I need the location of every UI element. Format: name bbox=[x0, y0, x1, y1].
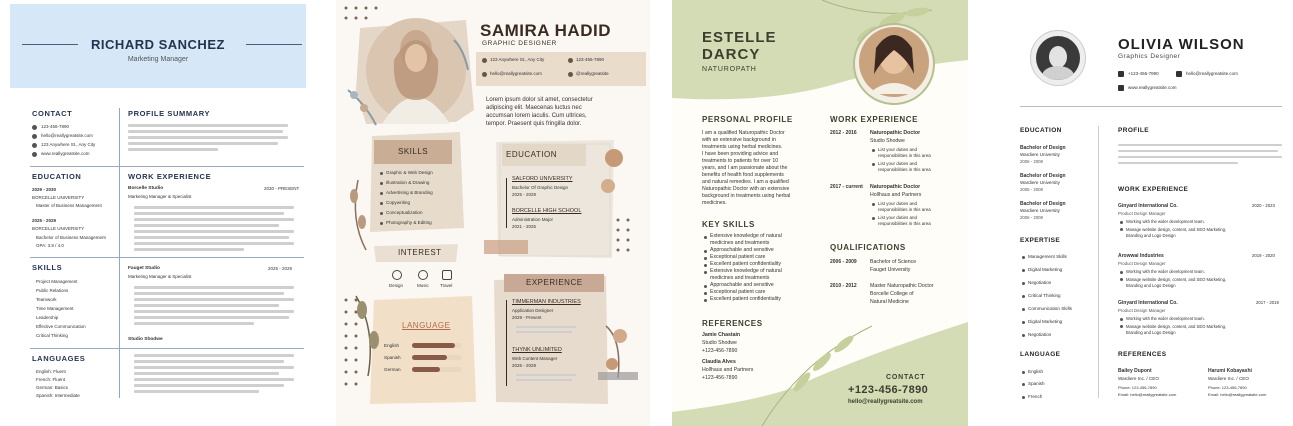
contact-email: hello@reallygreatsite.com bbox=[490, 71, 542, 76]
reference-name: Bailey Dupont bbox=[1118, 368, 1152, 374]
phone-icon bbox=[568, 58, 573, 63]
expertise-item: Management Skills bbox=[1028, 254, 1067, 259]
about-line: tempor. Praesent quis fringilla dolor. bbox=[486, 121, 582, 127]
text-line bbox=[134, 292, 284, 295]
contact-website: www.reallygreatsite.com bbox=[41, 151, 90, 156]
language-bar-track bbox=[412, 367, 462, 372]
phone-icon bbox=[32, 125, 37, 130]
contact-email: hello@reallygreatsite.com bbox=[41, 133, 93, 138]
bullet bbox=[1022, 321, 1025, 324]
job-bullet: Working with the wider development team. bbox=[1126, 316, 1205, 321]
bullet bbox=[704, 271, 707, 274]
text-line bbox=[134, 310, 294, 313]
language-item: English: Fluent bbox=[36, 369, 66, 374]
skill-item: Extensive knowledge of natural bbox=[710, 268, 782, 274]
section-heading-references: REFERENCES bbox=[702, 319, 763, 328]
language-item: German: Basics bbox=[36, 385, 69, 390]
bullet bbox=[704, 257, 707, 260]
skill-item: Exceptional patient care bbox=[710, 254, 766, 260]
bullet bbox=[704, 292, 707, 295]
skill-item: Advertising & Branding bbox=[386, 190, 433, 195]
skill-item: Illustration & Drawing bbox=[386, 180, 430, 185]
job-duty: List your duties and responsibilities in this area bbox=[878, 215, 931, 227]
globe-icon bbox=[1118, 85, 1124, 91]
phone-icon bbox=[1118, 71, 1124, 77]
reference-phone: +123-456-7890 bbox=[702, 375, 738, 381]
skill-item: Critical Thinking bbox=[36, 333, 68, 338]
job-company: Studio Shodwe bbox=[128, 337, 163, 342]
job-company: TIMMERMAN INDUSTRIES bbox=[512, 299, 581, 305]
text-line bbox=[134, 248, 244, 251]
text-line bbox=[134, 372, 279, 375]
bullet bbox=[1022, 282, 1025, 285]
skill-item: Effective Communication bbox=[36, 324, 86, 329]
resume-name-first: ESTELLE bbox=[702, 29, 777, 46]
profile-line: years, and I am passionate about the bbox=[702, 165, 788, 171]
expertise-item: Communication Skills bbox=[1028, 306, 1072, 311]
email-icon bbox=[32, 134, 37, 139]
avatar bbox=[1036, 36, 1080, 80]
skill-item: medicines and treatments bbox=[710, 275, 770, 281]
language-label: German bbox=[384, 367, 401, 372]
reference-name: Harumi Kobayashi bbox=[1208, 368, 1252, 374]
bullet bbox=[1120, 325, 1123, 328]
skill-item: Exceptional patient care bbox=[710, 289, 766, 295]
bullet bbox=[872, 149, 875, 152]
skill-item: Excellent patient confidentiality bbox=[710, 296, 781, 302]
text-line bbox=[134, 218, 294, 221]
bullet bbox=[1120, 278, 1123, 281]
language-label: English bbox=[384, 343, 400, 348]
bullet bbox=[1120, 271, 1123, 274]
text-line bbox=[128, 136, 288, 139]
edu-school: Wardiere University bbox=[1020, 208, 1060, 213]
reference-company: Studio Shodwe bbox=[702, 340, 737, 346]
section-heading-references: REFERENCES bbox=[1118, 351, 1167, 358]
bullet bbox=[1022, 396, 1025, 399]
section-heading-language: LANGUAGE bbox=[402, 321, 451, 330]
section-heading-contact: CONTACT bbox=[886, 374, 926, 381]
bullet bbox=[872, 203, 875, 206]
bullet bbox=[704, 299, 707, 302]
bullet bbox=[380, 202, 383, 205]
text-line bbox=[134, 360, 284, 363]
job-years: 2025 - 2029 bbox=[268, 266, 293, 271]
section-heading-profile: PERSONAL PROFILE bbox=[702, 115, 793, 124]
section-heading-skills: SKILLS bbox=[398, 147, 429, 156]
text-line bbox=[134, 322, 254, 325]
job-years: 2030 - PRESENT bbox=[264, 186, 300, 191]
job-role: Application Designer bbox=[512, 308, 554, 313]
reference-company: Hollhaus and Partners bbox=[702, 367, 754, 373]
resume-richard-sanchez[interactable] bbox=[10, 0, 306, 426]
skill-item: Teamwork bbox=[36, 297, 57, 302]
email-icon bbox=[482, 72, 487, 77]
location-icon bbox=[482, 58, 487, 63]
timeline-line bbox=[506, 300, 507, 386]
interest-item: Design bbox=[389, 283, 404, 288]
bullet bbox=[1022, 256, 1025, 259]
edu-degree: Bachelor of Design bbox=[1020, 173, 1066, 179]
language-bar-track bbox=[412, 355, 462, 360]
job-years: 2029 - Present bbox=[512, 315, 542, 320]
language-item: Spanish: Intermediate bbox=[36, 393, 80, 398]
job-bullet: Manage website design, content, and SEO Marketing, Branding and Logo Design bbox=[1126, 324, 1227, 335]
skill-item: Approachable and sensitive bbox=[710, 282, 774, 288]
job-duty: List your duties and responsibilities in this area bbox=[878, 161, 931, 173]
edu-years: 2006 - 2008 bbox=[1020, 215, 1043, 220]
text-line bbox=[134, 224, 279, 227]
column-divider bbox=[119, 108, 120, 398]
job-bullet: Working with the wider development team. bbox=[1126, 269, 1205, 274]
section-heading-work: WORK EXPERIENCE bbox=[830, 115, 919, 124]
bullet bbox=[380, 222, 383, 225]
reference-name: Claudia Alves bbox=[702, 359, 736, 365]
profile-line: treatments to patients for over 10 bbox=[702, 158, 779, 164]
expertise-item: Digital Marketing bbox=[1028, 267, 1063, 272]
job-duty: List your duties and responsibilities in this area bbox=[878, 147, 931, 159]
edu-years: 2029 - 2030 bbox=[32, 187, 57, 192]
edu-school: Wardiere University bbox=[1020, 180, 1060, 185]
section-heading-education: EDUCATION bbox=[506, 150, 558, 159]
job-role: Naturopathic Doctor bbox=[870, 184, 921, 190]
edu-degree: Bachelor Of Graphic Design bbox=[512, 185, 569, 190]
bullet bbox=[380, 192, 383, 195]
profile-line: medicines. bbox=[702, 200, 727, 206]
expertise-item: Negotiation bbox=[1028, 332, 1052, 337]
skill-item: Time Management bbox=[36, 306, 74, 311]
bullet bbox=[872, 163, 875, 166]
skill-item: Public Relations bbox=[36, 288, 69, 293]
bullet bbox=[380, 182, 383, 185]
section-heading-skills: SKILLS bbox=[32, 263, 63, 272]
globe-icon bbox=[32, 152, 37, 157]
job-company: Ginyard International Co. bbox=[1118, 203, 1178, 209]
profile-line: background in treatments using herbal bbox=[702, 193, 791, 199]
edu-years: 2006 - 2008 bbox=[1020, 187, 1043, 192]
text-line bbox=[516, 374, 576, 376]
bullet bbox=[872, 217, 875, 220]
contact-social: @reallygreatsite bbox=[576, 71, 609, 76]
edu-years: 2021 - 2025 bbox=[512, 224, 537, 229]
job-years: 2026 - 2029 bbox=[512, 363, 537, 368]
expertise-item: Critical Thinking bbox=[1028, 293, 1061, 298]
resume-name-last: DARCY bbox=[702, 46, 761, 63]
text-line bbox=[1118, 150, 1278, 152]
edu-years: 2025 - 2029 bbox=[512, 192, 537, 197]
text-line bbox=[134, 354, 294, 357]
profile-line: I am a qualified Naturopathic Doctor bbox=[702, 130, 785, 136]
job-role: Product Design Manager bbox=[1118, 308, 1166, 313]
resume-name: OLIVIA WILSON bbox=[1118, 36, 1245, 53]
profile-line: Naturopathic Doctor with an extensive bbox=[702, 186, 790, 192]
profile-line: I have been providing advice and bbox=[702, 151, 779, 157]
text-line bbox=[134, 316, 289, 319]
job-years: 2019 - 2020 bbox=[1252, 253, 1275, 258]
headphones-icon bbox=[418, 270, 428, 280]
language-bar-fill bbox=[412, 367, 440, 372]
job-company: Studio Shodwe bbox=[870, 138, 905, 144]
text-line bbox=[128, 148, 218, 151]
job-company: Borcelle Studio bbox=[128, 186, 164, 191]
job-role: Web Content Manager bbox=[512, 356, 558, 361]
text-line bbox=[134, 286, 294, 289]
section-heading-work: WORK EXPERIENCE bbox=[128, 172, 212, 181]
section-heading-work: WORK EXPERIENCE bbox=[1118, 186, 1189, 193]
section-heading-interest: INTEREST bbox=[398, 248, 442, 257]
skill-item: Graphic & Web Design bbox=[386, 170, 433, 175]
bullet bbox=[1120, 221, 1123, 224]
language-item: Spanish bbox=[1028, 381, 1045, 386]
email-icon bbox=[1176, 71, 1182, 77]
language-item: French: Fluent bbox=[36, 377, 66, 382]
edu-school: BORCELLE UNIVERSITY bbox=[32, 195, 85, 200]
skill-item: Copywriting bbox=[386, 200, 410, 205]
text-line bbox=[134, 212, 284, 215]
text-line bbox=[1118, 144, 1282, 146]
contact-phone: +123-456-7890 bbox=[848, 384, 929, 396]
reference-phone: Phone: 123-456-7890 bbox=[1208, 385, 1247, 390]
resume-title: GRAPHIC DESIGNER bbox=[482, 40, 557, 47]
section-heading-education: EDUCATION bbox=[1020, 127, 1062, 134]
section-heading-skills: KEY SKILLS bbox=[702, 220, 755, 229]
job-bullet: Manage website design, content, and SEO Marketing, Branding and Logo Design bbox=[1126, 277, 1227, 288]
divider bbox=[30, 348, 304, 349]
contact-phone: 123-456-7890 bbox=[41, 124, 70, 129]
column-divider bbox=[1098, 126, 1099, 398]
instagram-icon bbox=[568, 72, 573, 77]
edu-school: BORCELLE UNIVERSITY bbox=[32, 226, 85, 231]
text-line bbox=[134, 378, 294, 381]
bullet bbox=[1120, 318, 1123, 321]
resume-name: RICHARD SANCHEZ bbox=[91, 37, 225, 52]
skill-item: Leadership bbox=[36, 315, 59, 320]
language-item: French bbox=[1028, 394, 1043, 399]
palette-icon bbox=[392, 270, 402, 280]
text-line bbox=[134, 384, 284, 387]
bullet bbox=[704, 250, 707, 253]
contact-address: 123 Anywhere St., Any City bbox=[490, 57, 545, 62]
contact-website: www.reallygreatsite.com bbox=[1128, 85, 1177, 90]
job-company: Hollhaus and Partners bbox=[870, 192, 922, 198]
profile-line: benefits of health food supplements bbox=[702, 172, 784, 178]
edu-degree: Administration Major bbox=[512, 217, 554, 222]
edu-degree: Master of Business Management bbox=[36, 203, 102, 208]
divider bbox=[30, 257, 304, 258]
section-heading-language: LANGUAGE bbox=[1020, 351, 1061, 358]
text-line bbox=[128, 124, 288, 127]
language-bar-fill bbox=[412, 343, 455, 348]
edu-school: SALFORD UNIVERSITY bbox=[512, 176, 573, 182]
job-role: Product Design Manager bbox=[1118, 211, 1166, 216]
job-years: 2017 - 2019 bbox=[1256, 300, 1279, 305]
edu-gpa: GPA: 3.8 / 4.0 bbox=[36, 243, 64, 248]
expertise-item: Negotiation bbox=[1028, 280, 1052, 285]
about-line: accumsan lorem iaculis. Cum ultrices, bbox=[486, 113, 587, 119]
bullet bbox=[1022, 269, 1025, 272]
skill-item: medicines and treatments bbox=[710, 240, 770, 246]
skill-item: Photography & Editing bbox=[386, 220, 432, 225]
resume-estelle-darcy[interactable] bbox=[672, 0, 968, 426]
section-heading-expertise: EXPERTISE bbox=[1020, 237, 1061, 244]
edu-years: 2025 - 2029 bbox=[32, 218, 57, 223]
text-line bbox=[516, 379, 572, 381]
profile-line: treatments using herbal medicines. bbox=[702, 144, 783, 150]
section-heading-profile: PROFILE bbox=[1118, 127, 1149, 134]
text-line bbox=[134, 230, 294, 233]
about-line: adipiscing elit. Maecenas luctus nec bbox=[486, 105, 582, 111]
bullet bbox=[380, 172, 383, 175]
contact-email: hello@reallygreatsite.com bbox=[848, 399, 923, 405]
section-heading-education: EDUCATION bbox=[32, 172, 82, 181]
qual-school: Borcelle College of bbox=[870, 291, 914, 297]
text-line bbox=[128, 130, 283, 133]
job-company: THYNK UNLIMITED bbox=[512, 347, 562, 353]
bullet bbox=[704, 264, 707, 267]
resume-samira-hadid[interactable] bbox=[336, 0, 650, 426]
edu-degree: Bachelor of Business Management bbox=[36, 235, 106, 240]
bullet bbox=[1022, 295, 1025, 298]
text-line bbox=[134, 366, 294, 369]
qual-degree: Master Naturopathic Doctor bbox=[870, 283, 934, 289]
text-line bbox=[1118, 156, 1282, 158]
job-role: Marketing Manager & Specialist bbox=[128, 274, 192, 279]
edu-school: Wardiere University bbox=[1020, 152, 1060, 157]
reference-phone: +123-456-7890 bbox=[702, 348, 738, 354]
text-line bbox=[516, 331, 572, 333]
divider bbox=[1020, 106, 1282, 107]
resume-olivia-wilson[interactable] bbox=[1000, 0, 1293, 426]
profile-line: with an extensive background in bbox=[702, 137, 776, 143]
about-line: Lorem ipsum dolor sit amet, consectetur bbox=[486, 97, 593, 103]
contact-phone: 123-456-7890 bbox=[576, 57, 605, 62]
qual-school: Natural Medicine bbox=[870, 299, 909, 305]
job-role: Marketing Manager & Specialist bbox=[128, 194, 192, 199]
text-line bbox=[516, 326, 576, 328]
section-heading-contact: CONTACT bbox=[32, 109, 73, 118]
bullet bbox=[380, 212, 383, 215]
contact-address: 123 Anywhere St., Any City bbox=[41, 142, 96, 147]
job-bullet: Working with the wider development team. bbox=[1126, 219, 1205, 224]
reference-company: Wardiere Inc. / CEO bbox=[1208, 376, 1249, 381]
section-heading-qualifications: QUALIFICATIONS bbox=[830, 243, 906, 252]
section-heading-experience: EXPERIENCE bbox=[526, 278, 583, 287]
bullet bbox=[1022, 334, 1025, 337]
contact-email: hello@reallygreatsite.com bbox=[1186, 71, 1238, 76]
text-line bbox=[134, 242, 294, 245]
job-company: Fauget Studio bbox=[128, 266, 160, 271]
edu-years: 2006 - 2008 bbox=[1020, 159, 1043, 164]
qual-school: Fauget University bbox=[870, 267, 911, 273]
skill-item: Approachable and sensitive bbox=[710, 247, 774, 253]
edu-school: BORCELLE HIGH SCHOOL bbox=[512, 208, 582, 214]
text-line bbox=[134, 236, 289, 239]
text-line bbox=[134, 298, 294, 301]
divider bbox=[30, 166, 304, 167]
resume-title: Marketing Manager bbox=[127, 56, 189, 63]
bullet bbox=[1120, 228, 1123, 231]
reference-email: Email: hello@reallygreatsite.com bbox=[1208, 392, 1267, 397]
profile-line: and natural remedies. I am a qualified bbox=[702, 179, 789, 185]
bullet bbox=[1022, 371, 1025, 374]
job-role: Product Design Manager bbox=[1118, 261, 1166, 266]
section-heading-profile: PROFILE SUMMARY bbox=[128, 109, 211, 118]
job-company: Arowwai Industries bbox=[1118, 253, 1164, 259]
timeline-line bbox=[506, 178, 507, 228]
skill-item: Conceptualization bbox=[386, 210, 423, 215]
bullet bbox=[704, 285, 707, 288]
qual-degree: Bachelor of Science bbox=[870, 259, 917, 265]
text-line bbox=[128, 142, 278, 145]
text-line bbox=[134, 206, 294, 209]
resume-title: Graphics Designer bbox=[1118, 53, 1181, 60]
edu-degree: Bachelor of Design bbox=[1020, 201, 1066, 207]
bullet bbox=[704, 236, 707, 239]
job-years: 2017 - current bbox=[830, 184, 863, 190]
contact-phone: +123-456-7890 bbox=[1128, 71, 1159, 76]
reference-phone: Phone: 123-456-7890 bbox=[1118, 385, 1157, 390]
expertise-item: Digital Marketing bbox=[1028, 319, 1063, 324]
edu-degree: Bachelor of Design bbox=[1020, 145, 1066, 151]
language-bar-fill bbox=[412, 355, 447, 360]
job-years: 2012 - 2016 bbox=[830, 130, 857, 136]
skill-item: Excellent patient confidentiality bbox=[710, 261, 781, 267]
reference-name: Jamie Chastain bbox=[702, 332, 741, 338]
job-years: 2020 - 2023 bbox=[1252, 203, 1275, 208]
bullet bbox=[1022, 308, 1025, 311]
skill-item: Extensive knowledge of natural bbox=[710, 233, 782, 239]
job-bullet: Manage website design, content, and SEO Marketing, Branding and Logo Design bbox=[1126, 227, 1227, 238]
language-label: Spanish bbox=[384, 355, 401, 360]
text-line bbox=[134, 304, 279, 307]
job-role: Naturopathic Doctor bbox=[870, 130, 921, 136]
interest-item: Travel bbox=[440, 283, 453, 288]
reference-email: Email: hello@reallygreatsite.com bbox=[1118, 392, 1177, 397]
qual-years: 2006 - 2009 bbox=[830, 259, 857, 265]
skill-item: Project Management bbox=[36, 279, 78, 284]
language-item: English bbox=[1028, 369, 1044, 374]
section-heading-languages: LANGUAGES bbox=[32, 354, 86, 363]
job-company: Ginyard International Co. bbox=[1118, 300, 1178, 306]
text-line bbox=[1118, 162, 1238, 164]
airplane-icon bbox=[442, 270, 452, 280]
job-duty: List your duties and responsibilities in this area bbox=[878, 201, 931, 213]
avatar-shoulders bbox=[1042, 66, 1074, 80]
qual-years: 2010 - 2012 bbox=[830, 283, 857, 289]
interest-item: Music bbox=[417, 283, 429, 288]
bullet bbox=[1022, 383, 1025, 386]
resume-name: SAMIRA HADID bbox=[480, 21, 611, 40]
scrapbook-decor bbox=[336, 0, 650, 426]
resume-title: NATUROPATH bbox=[702, 66, 757, 73]
location-icon bbox=[32, 143, 37, 148]
language-bar-track bbox=[412, 343, 462, 348]
avatar-face bbox=[1049, 46, 1067, 68]
text-line bbox=[134, 390, 259, 393]
reference-company: Wardiere Inc. / CEO bbox=[1118, 376, 1159, 381]
